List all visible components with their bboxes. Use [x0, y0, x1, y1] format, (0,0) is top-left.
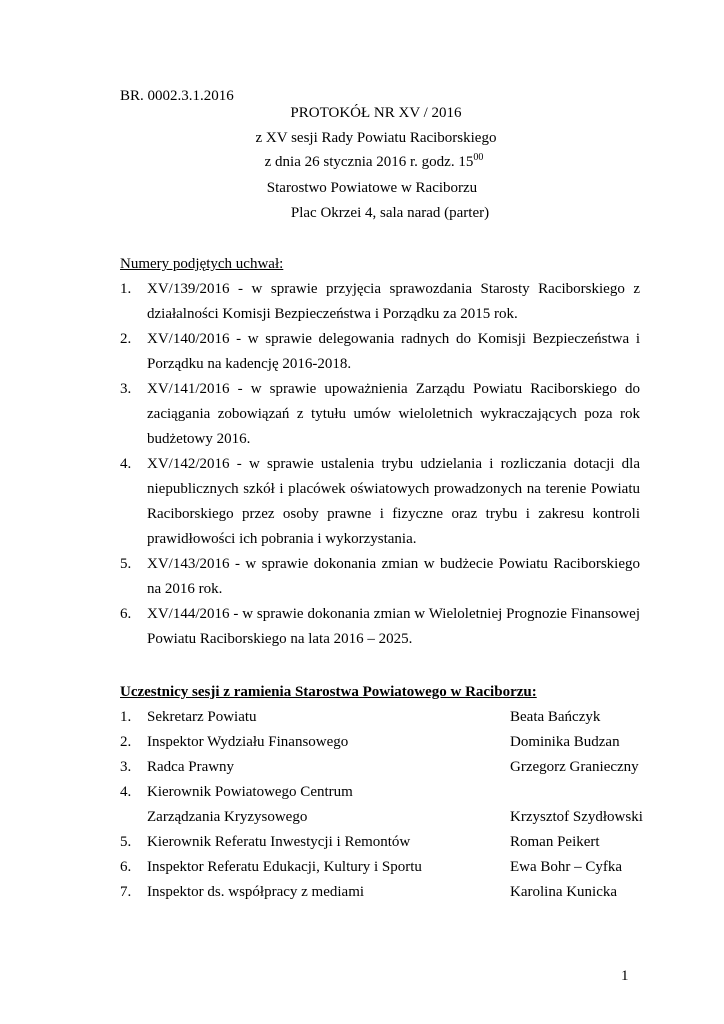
item-number: 3.	[120, 381, 132, 397]
participant-number: 6.	[120, 859, 132, 875]
participant-role: Inspektor Wydziału Finansowego	[147, 734, 349, 750]
item-text: XV/141/2016 - w sprawie upoważnienia Zarządu Powiatu Raciborskiego do zaciągania zobowiązań z tytułu umów wieloletnich wykraczających poza rok budżetowy 2016.	[147, 381, 640, 447]
date-text: z dnia 26 stycznia 2016 r. godz. 15	[264, 154, 474, 170]
page-number: 1	[621, 968, 629, 984]
participant-role: Radca Prawny	[147, 759, 235, 775]
item-number: 4.	[120, 456, 132, 472]
participant-number: 5.	[120, 834, 132, 850]
list-item	[120, 602, 640, 652]
participants-heading: Uczestnicy sesji z ramienia Starostwa Powiatowego w Raciborzu:	[120, 684, 537, 700]
item-text: XV/140/2016 - w sprawie delegowania radnych do Komisji Bezpieczeństwa i Porządku na kadencję 2016-2018.	[147, 331, 640, 372]
protocol-title: PROTOKÓŁ NR XV / 2016	[290, 105, 462, 121]
participant-number: 7.	[120, 884, 132, 900]
participant-role: Kierownik Powiatowego Centrum	[147, 784, 353, 800]
item-text: XV/142/2016 - w sprawie ustalenia trybu udzielania i rozliczania dotacji dla niepublicznych szkół i placówek oświatowych prowadzonych na terenie Powiatu Raciborskiego przez osoby prawne i fizyczne oraz trybu i zakresu kontroli prawidłowości ich pobrania i wykorzystania.	[147, 456, 640, 547]
participant-name: Dominika Budzan	[510, 734, 620, 750]
item-number: 5.	[120, 556, 132, 572]
list-item	[120, 377, 640, 452]
date-line	[12, 150, 724, 175]
participant-row	[120, 830, 640, 855]
participant-name: Roman Peikert	[510, 834, 600, 850]
session-line: z XV sesji Rady Powiatu Raciborskiego	[255, 130, 497, 146]
participant-row	[120, 880, 640, 905]
participant-row	[120, 755, 640, 780]
item-number: 6.	[120, 606, 132, 622]
item-text: XV/139/2016 - w sprawie przyjęcia sprawozdania Starosty Raciborskiego z działalności Komisji Bezpieczeństwa i Porządku za 2015 rok.	[147, 281, 640, 322]
participant-name: Grzegorz Granieczny	[510, 759, 639, 775]
list-item	[120, 277, 640, 327]
participant-number: 2.	[120, 734, 132, 750]
list-item	[120, 327, 640, 377]
resolutions-list	[120, 277, 640, 652]
item-text: XV/143/2016 - w sprawie dokonania zmian w budżecie Powiatu Raciborskiego na 2016 rok.	[147, 556, 640, 597]
participant-row	[120, 855, 640, 880]
participant-role: Sekretarz Powiatu	[147, 709, 257, 725]
participants-list	[120, 705, 643, 905]
participant-role-continued: Zarządzania Kryzysowego	[147, 809, 308, 825]
participant-row	[120, 730, 640, 755]
participant-name: Ewa Bohr – Cyfka	[510, 859, 623, 875]
venue-line: Starostwo Powiatowe w Raciborzu	[266, 180, 478, 196]
item-number: 1.	[120, 281, 132, 297]
participant-number: 1.	[120, 709, 132, 725]
time-superscript: 00	[473, 152, 484, 163]
participant-row	[120, 705, 640, 730]
participant-role: Inspektor Referatu Edukacji, Kultury i Sportu	[147, 859, 422, 875]
participant-name: Beata Bańczyk	[510, 709, 601, 725]
room-line: Plac Okrzei 4, sala narad (parter)	[290, 205, 490, 221]
participant-name: Karolina Kunicka	[510, 884, 618, 900]
resolutions-heading: Numery podjętych uchwał:	[120, 256, 284, 272]
participant-role: Kierownik Referatu Inwestycji i Remontów	[147, 834, 411, 850]
participant-number: 3.	[120, 759, 132, 775]
list-item	[120, 452, 640, 552]
participant-name: Krzysztof Szydłowski	[510, 809, 643, 825]
participant-row	[120, 780, 643, 830]
item-text: XV/144/2016 - w sprawie dokonania zmian w Wieloletniej Prognozie Finansowej Powiatu Raciborskiego na lata 2016 – 2025.	[147, 606, 640, 647]
document-reference: BR. 0002.3.1.2016	[120, 88, 234, 104]
participant-number: 4.	[120, 784, 132, 800]
list-item	[120, 552, 640, 602]
participant-role: Inspektor ds. współpracy z mediami	[147, 884, 365, 900]
item-number: 2.	[120, 331, 132, 347]
